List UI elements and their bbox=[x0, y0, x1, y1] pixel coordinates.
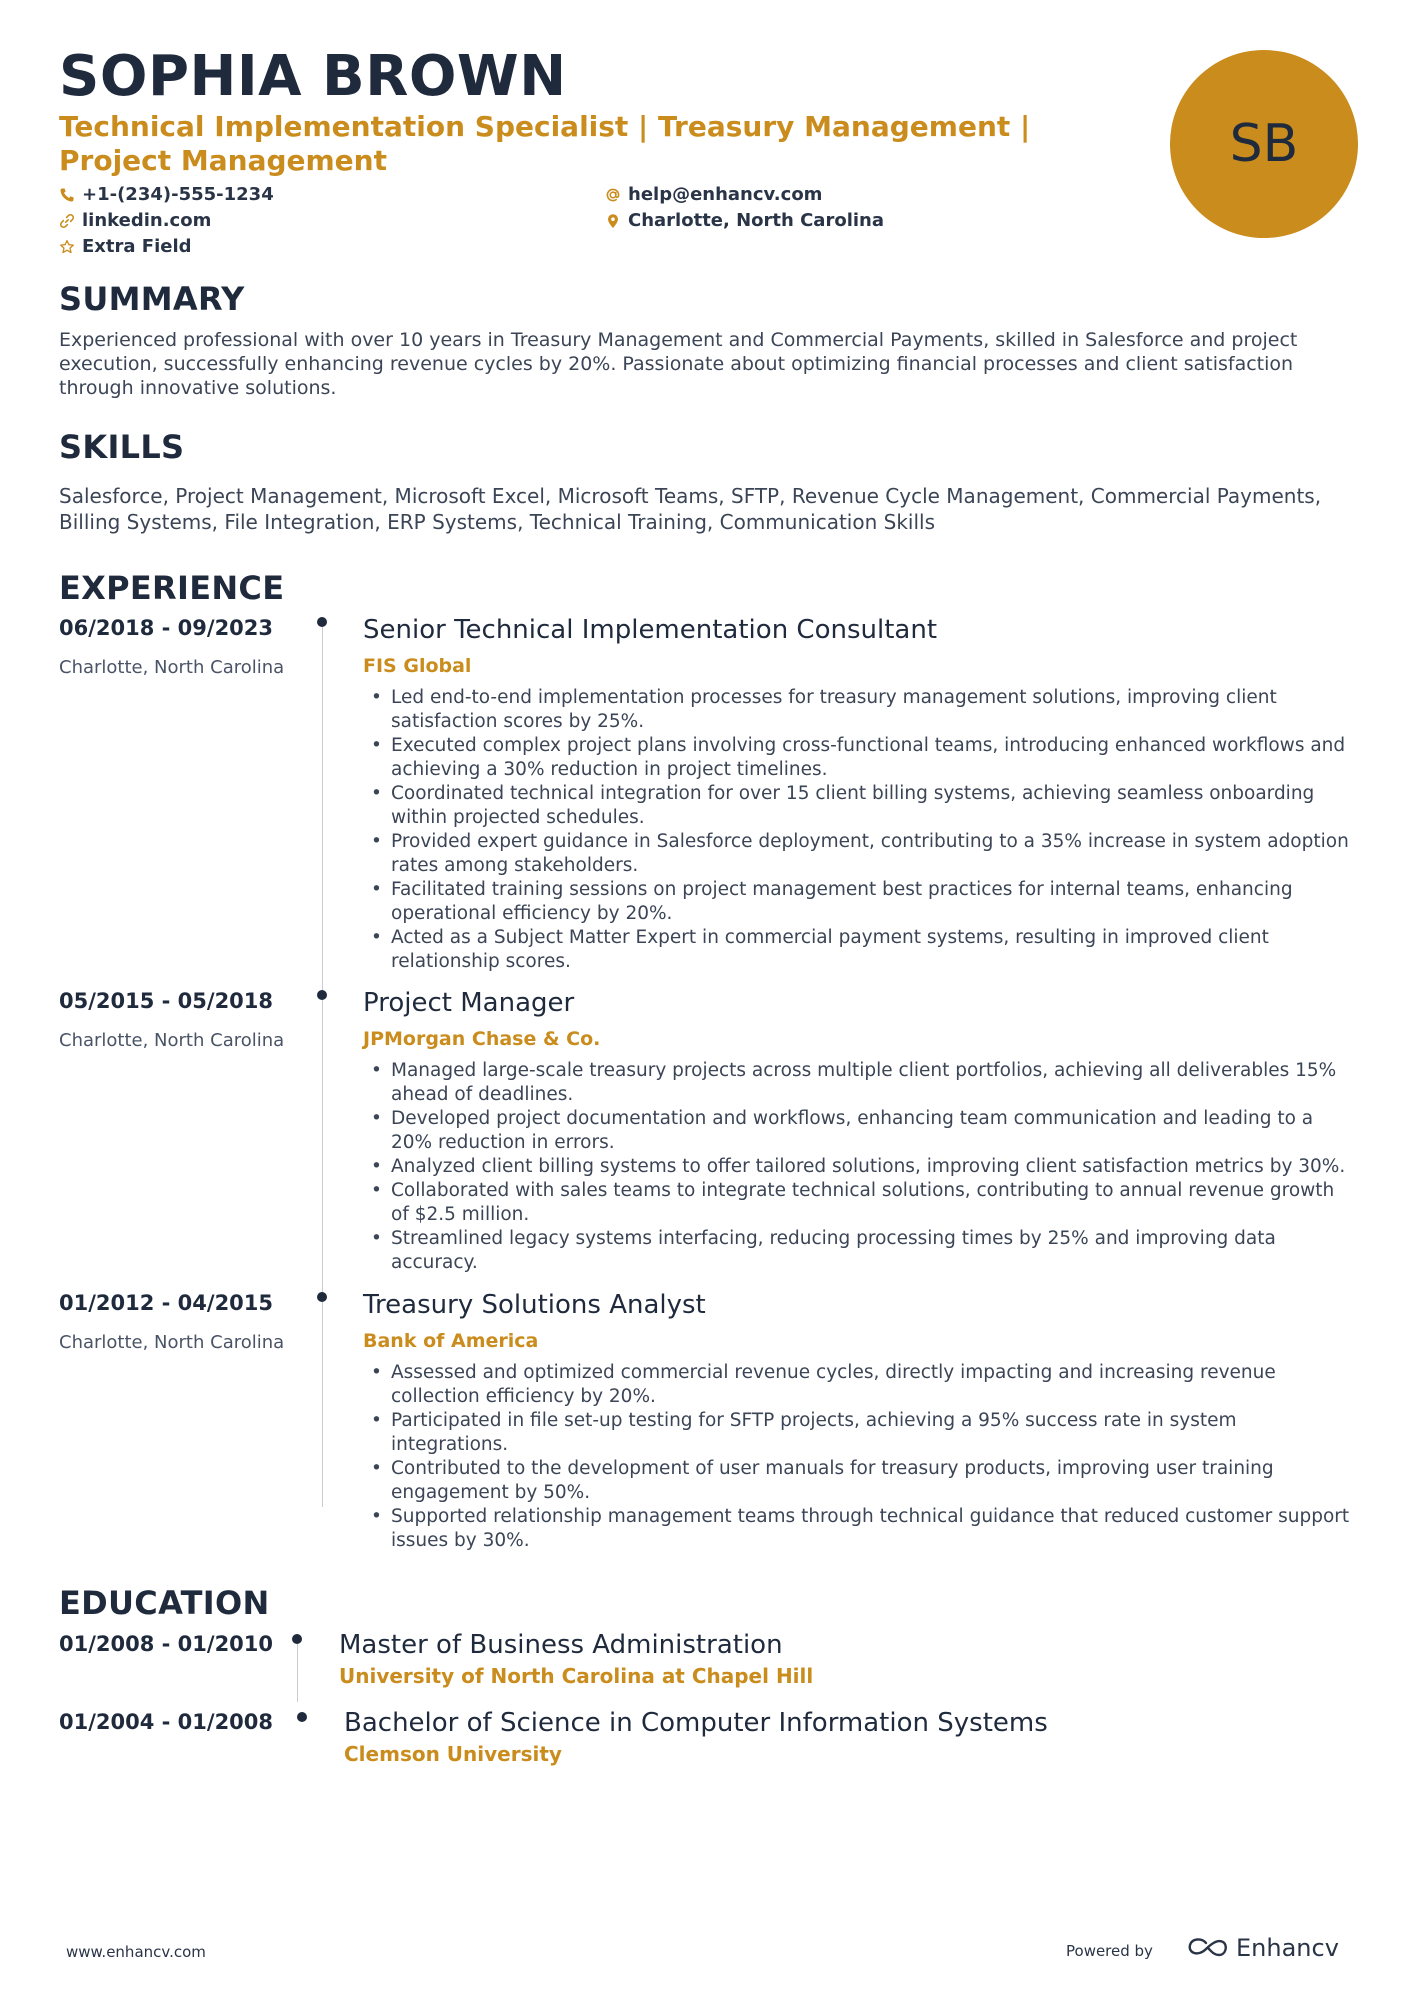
enhancv-brand-text: Enhancv bbox=[1236, 1934, 1339, 1962]
phone-text: +1-(234)-555-1234 bbox=[82, 184, 274, 205]
email-text: help@enhancv.com bbox=[628, 184, 823, 205]
education-degree: Master of Business Administration bbox=[339, 1630, 783, 1660]
location-text: Charlotte, North Carolina bbox=[628, 210, 884, 231]
job-bullets bbox=[363, 686, 1353, 974]
job-company: FIS Global bbox=[363, 655, 472, 677]
timeline-dot bbox=[292, 1634, 302, 1644]
experience-timeline-line bbox=[322, 622, 323, 1507]
location-pin-icon bbox=[605, 213, 621, 229]
job-dates: 05/2015 - 05/2018 bbox=[59, 989, 274, 1013]
contact-linkedin[interactable] bbox=[59, 210, 211, 231]
linkedin-text: linkedin.com bbox=[82, 210, 212, 231]
job-dates: 06/2018 - 09/2023 bbox=[59, 616, 274, 640]
phone-icon bbox=[59, 187, 75, 203]
extra-field-text: Extra Field bbox=[82, 236, 192, 257]
education-school: Clemson University bbox=[344, 1742, 562, 1766]
contact-location bbox=[605, 210, 884, 231]
list-item: • Supported relationship management teams through technical guidance that reduced customer support issues by 30%. bbox=[363, 1505, 1353, 1553]
list-item: • Led end-to-end implementation processes for treasury management solutions, improving client satisfaction scores by 25%. bbox=[363, 686, 1353, 734]
contact-phone[interactable] bbox=[59, 184, 274, 205]
avatar bbox=[1170, 50, 1358, 238]
candidate-name: SOPHIA BROWN bbox=[59, 44, 567, 109]
timeline-dot bbox=[317, 1292, 327, 1302]
skills-text: Salesforce, Project Management, Microsoft Excel, Microsoft Teams, SFTP, Revenue Cycle Management, Commercial Payments, Billing Systems, File Integration, ERP Systems, Technical Training, Communication Skills bbox=[59, 484, 1322, 534]
experience-heading: EXPERIENCE bbox=[59, 569, 285, 607]
footer-website-link[interactable]: www.enhancv.com bbox=[66, 1943, 206, 1961]
job-title: Treasury Solutions Analyst bbox=[363, 1290, 706, 1320]
education-dates: 01/2004 - 01/2008 bbox=[59, 1710, 274, 1734]
star-icon bbox=[59, 239, 75, 255]
enhancv-logo[interactable] bbox=[1186, 1934, 1339, 1962]
summary-text: Experienced professional with over 10 years in Treasury Management and Commercial Payments, skilled in Salesforce and project execution, successfully enhancing revenue cycles by 20%. Passionate about optimizing financial processes and client satisfaction through innovative solutions. bbox=[59, 329, 1298, 399]
education-school: University of North Carolina at Chapel Hill bbox=[339, 1664, 814, 1688]
list-item: • Contributed to the development of user manuals for treasury products, improving user training engagement by 50%. bbox=[363, 1457, 1353, 1505]
job-company: JPMorgan Chase & Co. bbox=[363, 1028, 601, 1050]
at-sign-icon bbox=[605, 187, 621, 203]
summary-heading: SUMMARY bbox=[59, 280, 245, 318]
contact-email[interactable] bbox=[605, 184, 822, 205]
list-item: • Managed large-scale treasury projects across multiple client portfolios, achieving all deliverables 15% ahead of deadlines. bbox=[363, 1059, 1353, 1107]
list-item: • Acted as a Subject Matter Expert in commercial payment systems, resulting in improved client relationship scores. bbox=[363, 926, 1353, 974]
job-location: Charlotte, North Carolina bbox=[59, 1332, 285, 1353]
skills-heading: SKILLS bbox=[59, 428, 185, 466]
job-location: Charlotte, North Carolina bbox=[59, 657, 285, 678]
footer-powered-by: Powered by bbox=[1066, 1942, 1153, 1960]
list-item: • Assessed and optimized commercial revenue cycles, directly impacting and increasing revenue collection efficiency by 20%. bbox=[363, 1361, 1353, 1409]
timeline-dot bbox=[317, 990, 327, 1000]
list-item: • Collaborated with sales teams to integrate technical solutions, contributing to annual revenue growth of $2.5 million. bbox=[363, 1179, 1353, 1227]
job-title: Senior Technical Implementation Consultant bbox=[363, 615, 938, 645]
list-item: • Executed complex project plans involving cross-functional teams, introducing enhanced workflows and achieving a 30% reduction in project timelines. bbox=[363, 734, 1353, 782]
link-icon bbox=[59, 213, 75, 229]
job-bullets bbox=[363, 1361, 1353, 1553]
education-timeline-line bbox=[297, 1639, 298, 1702]
list-item: • Streamlined legacy systems interfacing, reducing processing times by 25% and improving data accuracy. bbox=[363, 1227, 1353, 1275]
timeline-dot bbox=[317, 617, 327, 627]
enhancv-logo-icon bbox=[1186, 1935, 1230, 1961]
list-item: • Developed project documentation and workflows, enhancing team communication and leading to a 20% reduction in errors. bbox=[363, 1107, 1353, 1155]
education-degree: Bachelor of Science in Computer Information Systems bbox=[344, 1708, 1048, 1738]
job-location: Charlotte, North Carolina bbox=[59, 1030, 285, 1051]
list-item: • Participated in file set-up testing for SFTP projects, achieving a 95% success rate in system integrations. bbox=[363, 1409, 1353, 1457]
job-title: Project Manager bbox=[363, 988, 575, 1018]
education-heading: EDUCATION bbox=[59, 1584, 270, 1622]
candidate-headline: Technical Implementation Specialist | Treasury Management | Project Management bbox=[59, 110, 1031, 177]
list-item: • Coordinated technical integration for over 15 client billing systems, achieving seamless onboarding within projected schedules. bbox=[363, 782, 1353, 830]
list-item: • Provided expert guidance in Salesforce deployment, contributing to a 35% increase in system adoption rates among stakeholders. bbox=[363, 830, 1353, 878]
contact-extra bbox=[59, 236, 192, 257]
education-dates: 01/2008 - 01/2010 bbox=[59, 1632, 274, 1656]
job-dates: 01/2012 - 04/2015 bbox=[59, 1291, 274, 1315]
list-item: • Facilitated training sessions on project management best practices for internal teams, enhancing operational efficiency by 20%. bbox=[363, 878, 1353, 926]
timeline-dot bbox=[297, 1712, 307, 1722]
list-item: • Analyzed client billing systems to offer tailored solutions, improving client satisfaction metrics by 30%. bbox=[363, 1155, 1353, 1179]
job-bullets bbox=[363, 1059, 1353, 1275]
avatar-initials: SB bbox=[1229, 114, 1299, 174]
job-company: Bank of America bbox=[363, 1330, 539, 1352]
